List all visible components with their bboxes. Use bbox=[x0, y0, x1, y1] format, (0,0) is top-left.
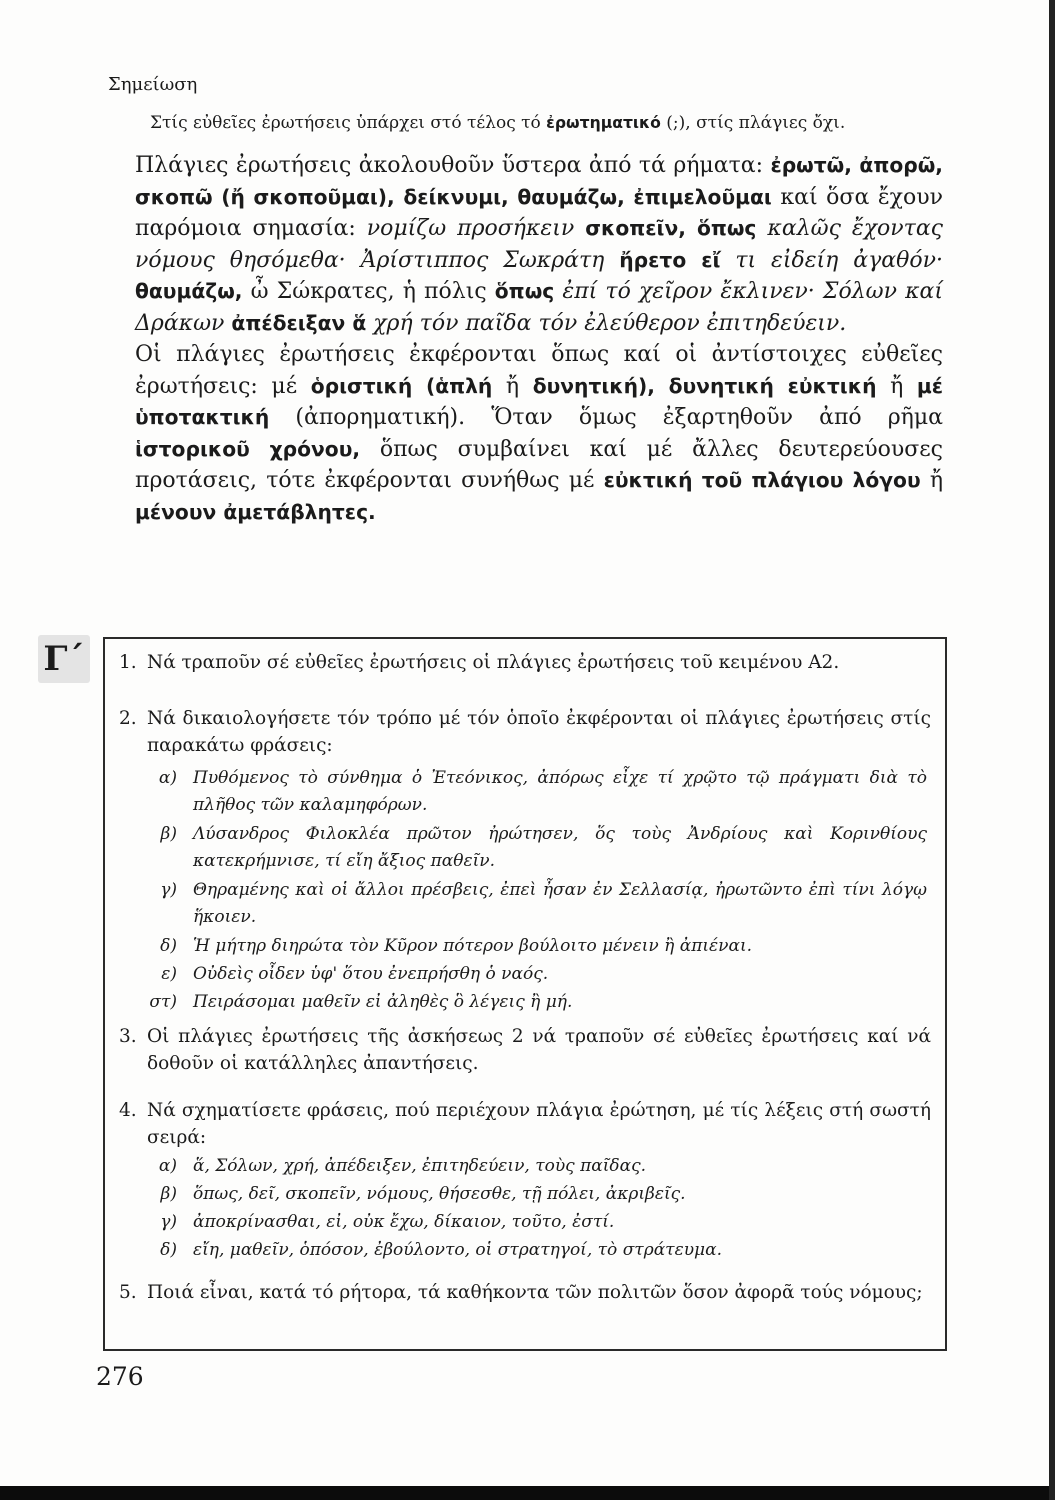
exercise-item bbox=[119, 705, 931, 759]
subitem-text: Οὐδεὶς οἶδεν ὑφ' ὅτου ἐνεπρήσθη ὁ ναός. bbox=[193, 964, 549, 984]
paragraph-indirect-questions-moods: Οἱ πλάγιες ἐρωτήσεις ἐκφέρονται ὅπως καί οἱ ἀντίστοιχες εὐθεῖες ἐρωτήσεις: μέ ὁριστική (ἁπλή ἤ δυνητική), δυνητική εὐκτική ἤ μέ ὑποτακτική (ἀπορηματική). Ὅταν ὅμως ἐξαρτηθοῦν ἀπό ρῆμα ἱστορικοῦ χρόνου, ὅπως συμβαίνει καί μέ ἄλλες δευτερεύουσες προτάσεις, τότε ἐκφέρονται συνήθως μέ εὐκτική τοῦ πλάγιου λόγου ἤ μένουν ἀμετάβλητες. bbox=[135, 342, 944, 524]
scan-right-edge bbox=[1049, 0, 1055, 1500]
exercise-text: Νά δικαιολογήσετε τόν τρόπο μέ τόν ὁποῖο ἐκφέρονται οἱ πλάγιες ἐρωτήσεις στίς παρακάτω φράσεις: bbox=[147, 708, 931, 756]
exercise-subitem bbox=[137, 765, 927, 819]
exercise-text: Ποιά εἶναι, κατά τό ρήτορα, τά καθήκοντα τῶν πολιτῶν ὅσον ἀφορᾶ τούς νόμους; bbox=[147, 1282, 923, 1303]
subitem-text: ἀποκρίνασθαι, εἰ, οὐκ ἔχω, δίκαιον, τοῦτο, ἐστί. bbox=[193, 1212, 615, 1232]
exercise-number: 2. bbox=[119, 708, 137, 729]
subitem-label: γ) bbox=[160, 1212, 177, 1232]
exercise-number: 4. bbox=[119, 1100, 137, 1121]
subitem-text: Πυθόμενος τὸ σύνθημα ὁ Ἐτεόνικος, ἀπόρως εἶχε τί χρῷτο τῷ πράγματι διὰ τὸ πλῆθος τῶν καλαμηφόρων. bbox=[193, 768, 927, 815]
exercise-subitem bbox=[137, 1181, 927, 1208]
exercise-subitem bbox=[137, 1209, 927, 1236]
subitem-text: Ἡ μήτηρ διηρώτα τὸν Κῦρον πότερον βούλοιτο μένειν ἢ ἀπιέναι. bbox=[193, 936, 753, 956]
subitem-label: α) bbox=[158, 1156, 177, 1176]
exercise-number: 5. bbox=[119, 1282, 137, 1303]
subitem-text: Θηραμένης καὶ οἱ ἄλλοι πρέσβεις, ἐπεὶ ἦσαν ἐν Σελλασίᾳ, ἠρωτῶντο ἐπὶ τίνι λόγῳ ἥκοιεν. bbox=[193, 880, 927, 927]
subitem-text: Λύσανδρος Φιλοκλέα πρῶτον ἠρώτησεν, ὅς τοὺς Ἀνδρίους καὶ Κορινθίους κατεκρήμνισε, τί εἴη ἄξιος παθεῖν. bbox=[193, 824, 927, 871]
exercise-item bbox=[119, 649, 931, 676]
subitem-text: ἅ, Σόλων, χρή, ἀπέδειξεν, ἐπιτηδεύειν, τοὺς παῖδας. bbox=[193, 1156, 647, 1176]
subitem-label: στ) bbox=[149, 992, 177, 1012]
exercise-item bbox=[119, 1023, 931, 1077]
exercises-box bbox=[103, 637, 947, 1351]
exercise-subitem bbox=[137, 821, 927, 875]
exercise-subitem bbox=[137, 989, 927, 1016]
subitem-text: ὅπως, δεῖ, σκοπεῖν, νόμους, θήσεσθε, τῇ πόλει, ἀκριβεῖς. bbox=[193, 1184, 686, 1204]
subitem-label: δ) bbox=[160, 1240, 177, 1260]
note-heading: Σημείωση bbox=[108, 74, 198, 95]
page-number: 276 bbox=[96, 1362, 144, 1391]
subitem-label: β) bbox=[160, 1184, 177, 1204]
subitem-text: εἴη, μαθεῖν, ὁπόσον, ἐβούλοντο, οἱ στρατηγοί, τὸ στράτευμα. bbox=[193, 1240, 722, 1260]
subitem-label: ε) bbox=[161, 964, 177, 984]
grammar-explanation bbox=[135, 150, 943, 528]
paragraph-indirect-questions-verbs: Πλάγιες ἐρωτήσεις ἀκολουθοῦν ὕστερα ἀπό τά ρήματα: ἐρωτῶ, ἀπορῶ, σκοπῶ (ἤ σκοποῦμαι), δείκνυμι, θαυμάζω, ἐπιμελοῦμαι καί ὅσα ἔχουν παρόμοια σημασία: νομίζω προσήκειν σκοπεῖν, ὅπως καλῶς ἔχοντας νόμους θησόμεθα· Ἀρίστιππος Σωκράτη ἤρετο εἴ τι εἰδείη ἀγαθόν· θαυμάζω, ὦ Σώκρατες, ἡ πόλις ὅπως ἐπί τό χεῖρον ἔκλινεν· Σόλων καί Δράκων ἀπέδειξαν ἅ χρή τόν παῖδα τόν ἐλεύθερον ἐπιτηδεύειν. bbox=[135, 153, 943, 336]
subitem-label: δ) bbox=[160, 936, 177, 956]
exercise-subitem bbox=[137, 877, 927, 931]
exercise-item bbox=[119, 1097, 931, 1151]
exercise-item bbox=[119, 1279, 931, 1306]
note-text: Στίς εὐθεῖες ἐρωτήσεις ὑπάρχει στό τέλος τό ἐρωτηματικό (;), στίς πλάγιες ὄχι. bbox=[150, 113, 846, 133]
exercise-number: 1. bbox=[119, 652, 137, 673]
exercise-subitem bbox=[137, 1237, 927, 1264]
exercise-subitem bbox=[137, 1153, 927, 1180]
scan-bottom-edge bbox=[0, 1486, 1055, 1500]
subitem-label: β) bbox=[160, 824, 177, 844]
subitem-text: Πειράσομαι μαθεῖν εἰ ἀληθὲς ὃ λέγεις ἢ μή. bbox=[193, 992, 573, 1012]
exercise-text: Νά σχηματίσετε φράσεις, πού περιέχουν πλάγια ἐρώτηση, μέ τίς λέξεις στή σωστή σειρά: bbox=[147, 1100, 931, 1148]
subitem-label: α) bbox=[158, 768, 177, 788]
subitem-label: γ) bbox=[160, 880, 177, 900]
exercise-text: Οἱ πλάγιες ἐρωτήσεις τῆς ἀσκήσεως 2 νά τραποῦν σέ εὐθεῖες ἐρωτήσεις καί νά δοθοῦν οἱ κατάλληλες ἀπαντήσεις. bbox=[147, 1026, 931, 1074]
section-letter-badge: Γ΄ bbox=[38, 635, 90, 683]
exercise-text: Νά τραποῦν σέ εὐθεῖες ἐρωτήσεις οἱ πλάγιες ἐρωτήσεις τοῦ κειμένου Α2. bbox=[147, 652, 840, 673]
exercise-subitem bbox=[137, 933, 927, 960]
exercise-number: 3. bbox=[119, 1026, 137, 1047]
exercise-subitem bbox=[137, 961, 927, 988]
